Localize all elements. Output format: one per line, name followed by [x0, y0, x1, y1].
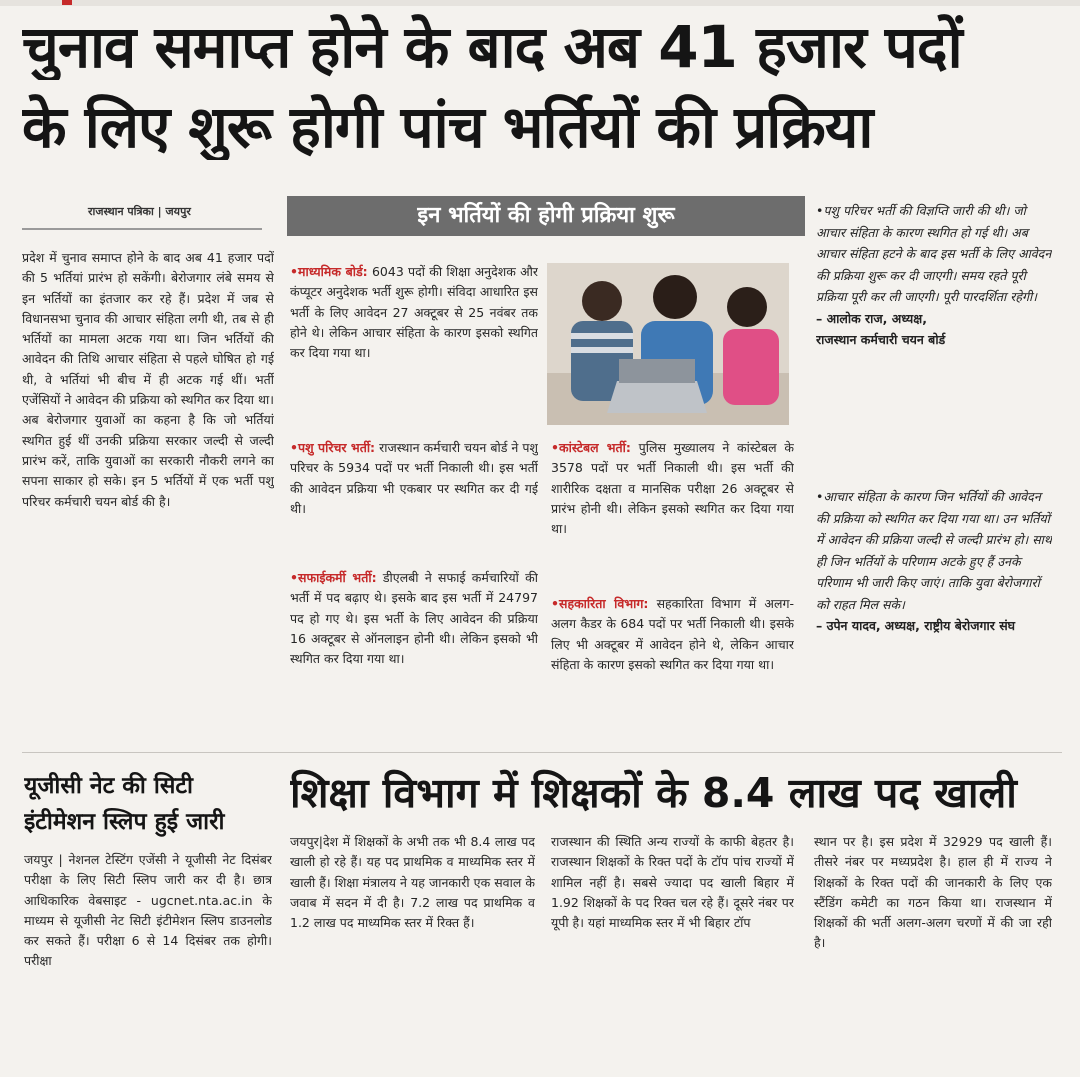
photo-illustration	[547, 263, 789, 425]
item-board-recruitment	[290, 262, 538, 434]
quote-org: राजस्थान कर्मचारी चयन बोर्ड	[816, 332, 946, 347]
quote-board-chairman	[816, 200, 1052, 462]
item-text: सहकारिता विभाग में अलग-अलग कैडर के 684 पदों पर भर्ती निकाली थी। इसके लिए भी अक्टूबर में आवेदन होने थे, लेकिन आचार संहिता के कारण इसको स्थगित कर दिया गया था।	[551, 596, 794, 672]
item-text: 6043 पदों की शिक्षा अनुदेशक और कंप्यूटर अनुदेशक भर्ती शुरू होगी। संविदा आधारित इस भर्ती के लिए आवेदन 27 अक्टूबर से 25 नवंबर तक होने थे। लेकिन आचार संहिता के कारण इसको स्थगित कर दिया गया था।	[290, 264, 538, 361]
item-safai-karmi	[290, 568, 538, 740]
main-headline-line1: चुनाव समाप्त होने के बाद अब 41 हजार पदों	[22, 14, 962, 80]
quote-name: – उपेन यादव,	[816, 618, 881, 633]
item-text: डीएलबी ने सफाई कर्मचारियों की भर्ती में पद बढ़ाए थे। इसके बाद इस भर्ती में 24797 पद हो गए थे। इस भर्ती के लिए आवेदन की प्रक्रिया 16 अक्टूबर से ऑनलाइन होनी थी। लेकिन इसको भी स्थगित कर दिया गया था।	[290, 570, 538, 667]
byline: राजस्थान पत्रिका | जयपुर	[88, 205, 191, 218]
section-banner: इन भर्तियों की होगी प्रक्रिया शुरू	[287, 196, 805, 236]
byline-rule	[22, 228, 262, 230]
section-divider	[22, 752, 1062, 753]
story2-column-3: स्थान पर है। इस प्रदेश में 32929 पद खाली हैं। तीसरे नंबर पर मध्यप्रदेश है। हाल ही में राज्य ने शिक्षकों के रिक्त पदों की जानकारी के लिए एक स्टैंडिंग कमेटी का गठन किया था। राजस्थान में शिक्षकों की भर्ती अलग-अलग चरणों में की जा रही है।	[814, 834, 1052, 951]
item-constable	[551, 438, 794, 588]
brief-title-line1: यूजीसी नेट की सिटी	[24, 773, 193, 799]
lead-story-column-1: प्रदेश में चुनाव समाप्त होने के बाद अब 41 हजार पदों की 5 भर्तियां प्रारंभ हो सकेंगी। बेरोजगार लंबे समय से इन भर्तियों का इंतजार कर रहे हैं। प्रदेश में जब से विधानसभा चुनाव की आचार संहिता लगी थी, तब से ही भर्तियों का मामला अटक गया था। जिन भर्तियों की आवेदन की तिथि आचार संहिता से पहले घोषित हो गई थी, वे भर्तियां भी बीच में ही अटक गई थीं। भर्ती एजेंसियों ने आवेदन की प्रक्रिया को स्थगित कर दिया था। अब बेरोजगार युवाओं का कहना है कि जो भर्तियां स्थगित हुई थीं उनकी प्रक्रिया सरकार जल्दी से जल्दी प्रारंभ करें, ताकि युवाओं का सरकारी नौकरी लगने का सपना साकार हो सके। इन 5 भर्तियों में एक भर्ती पशु परिचर कर्मचारी चयन बोर्ड की है।	[22, 250, 274, 509]
story2-column-1: जयपुर|देश में शिक्षकों के अभी तक भी 8.4 लाख पद खाली हो रहे हैं। यह पद प्राथमिक व माध्यमिक स्तर में खाली हैं। शिक्षा मंत्रालय ने यह जानकारी एक सवाल के जवाब में सदन में दी है। 7.2 लाख पद प्राथमिक व 1.2 लाख पद माध्यमिक स्तर में रिक्त हैं।	[290, 834, 535, 931]
item-tag: •कांस्टेबल भर्ती:	[551, 440, 631, 455]
brief-text: जयपुर | नेशनल टेस्टिंग एजेंसी ने यूजीसी नेट दिसंबर परीक्षा के लिए सिटी स्लिप जारी कर दी है। छात्र आधिकारिक वेबसाइट - ugcnet.nta.ac.in के माध्यम से यूजीसी नेट सिटी इंटीमेशन स्लिप डाउनलोड कर सकते हैं। परीक्षा 6 से 14 दिसंबर तक होगी। परीक्षा	[24, 852, 272, 969]
item-tag: •सहकारिता विभाग:	[551, 596, 649, 611]
brief-title-line2: इंटीमेशन स्लिप हुई जारी	[24, 809, 225, 835]
item-tag: •सफाईकर्मी भर्ती:	[290, 570, 377, 585]
story2-column-2: राजस्थान की स्थिति अन्य राज्यों के काफी बेहतर है। राजस्थान शिक्षकों के रिक्त पदों के टॉप पांच राज्यों में शामिल नहीं है। सबसे ज्यादा पद खाली बिहार में 1.92 शिक्षकों के पद रिक्त चल रहे हैं। दूसरे नंबर पर यूपी है। यहां माध्यमिक स्तर में भी बिहार टॉप	[551, 834, 794, 931]
quote-text: •पशु परिचर भर्ती की विज्ञप्ति जारी की थी। जो आचार संहिता के कारण स्थगित हो गई थी। अब आचार संहिता हटने के बाद इस भर्ती के लिए आवेदन की प्रक्रिया शुरू कर दी जाएगी। समय रहते पूरी प्रक्रिया पूरी कर ली जाएगी। पूरी पारदर्शिता रहेगी।	[816, 203, 1052, 304]
main-headline-line2: के लिए शुरू होगी पांच भर्तियों की प्रक्रिया	[22, 94, 873, 160]
students-laptop-photo	[547, 263, 789, 425]
quote-name: – आलोक राज, अध्यक्ष,	[816, 310, 927, 326]
section-color-mark	[62, 0, 72, 5]
item-text: राजस्थान कर्मचारी चयन बोर्ड ने पशु परिचर के 5934 पदों पर भर्ती निकाली थी। इस भर्ती की आवेदन प्रक्रिया भी एकबार पर स्थगित कर दी गई थी।	[290, 440, 538, 516]
item-cooperative-dept	[551, 594, 794, 742]
item-text: पुलिस मुख्यालय ने कांस्टेबल के 3578 पदों पर भर्ती निकाली थी। इस भर्ती की शारीरिक दक्षता व मानसिक परीक्षा 26 अक्टूबर से प्रारंभ होनी थी। लेकिन इसको स्थगित कर दिया गया था।	[551, 440, 794, 537]
quote-unemployed-union	[816, 486, 1052, 744]
quote-text: •आचार संहिता के कारण जिन भर्तियों की आवेदन की प्रक्रिया को स्थगित कर दिया गया था। उन भर्तियों में आवेदन की प्रक्रिया जल्दी से जल्दी प्रारंभ हो। साथ ही जिन भर्तियों के परिणाम अटके हुए हैं उनके परिणाम भी जारी किए जाएं। ताकि युवा बेरोजगारों को राहत मिल सके।	[816, 489, 1052, 612]
item-pashu-parichar	[290, 438, 538, 564]
quote-org: अध्यक्ष, राष्ट्रीय बेरोजगार संघ	[884, 618, 1016, 633]
top-page-strip	[0, 0, 1080, 6]
story2-headline: शिक्षा विभाग में शिक्षकों के 8.4 लाख पद खाली	[290, 769, 1017, 817]
item-tag: •माध्यमिक बोर्ड:	[290, 264, 368, 279]
item-tag: •पशु परिचर भर्ती:	[290, 440, 376, 455]
